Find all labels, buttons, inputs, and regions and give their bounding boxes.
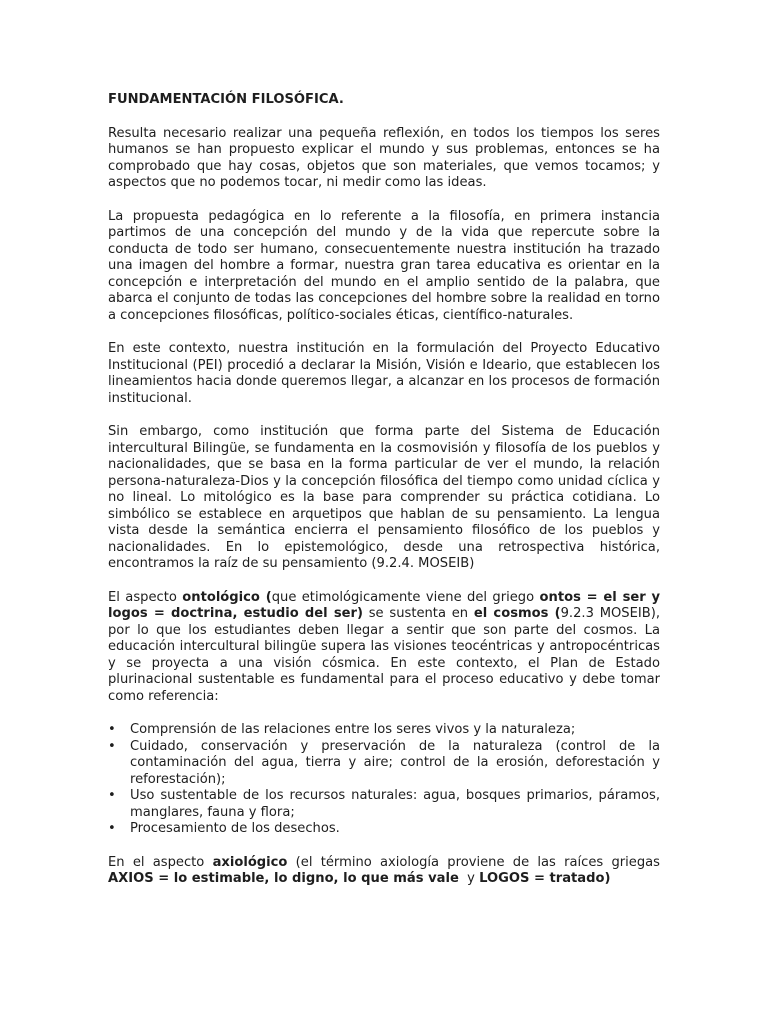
document-title: FUNDAMENTACIÓN FILOSÓFICA. <box>108 92 344 107</box>
list-item <box>108 821 660 838</box>
text-run: En el aspecto <box>108 854 213 870</box>
bold-run: AXIOS = lo estimable, lo digno, lo que más vale <box>108 871 459 886</box>
text-run: 9.2.3 MOSEIB), por lo que los estudiantes deben llegar a sentir que son parte del cosmos. La educación intercultural bilingüe supera las visiones teocéntricas y antropocéntricas y se proyecta a una visión cósmica. En este contexto, el Plan de Estado plurinacional sustentable es fundamental para el proceso educativo y debe tomar como referencia: <box>108 606 660 704</box>
text-run: El aspecto <box>108 589 183 605</box>
text-run: que etimológicamente viene del griego <box>271 589 540 605</box>
paragraph-intro: Resulta necesario realizar una pequeña reflexión, en todos los tiempos los seres humanos se han propuesto explicar el mundo y sus problemas, entonces se ha comprobado que hay cosas, objetos que son materiales, que vemos tocamos; y aspectos que no podemos tocar, ni medir como las ideas. <box>108 125 660 190</box>
paragraph-pei-context: En este contexto, nuestra institución en la formulación del Proyecto Educativo Institucional (PEI) procedió a declarar la Misión, Visión e Ideario, que establecen los lineamientos hacia donde queremos llegar, a alcanzar en los procesos de formación institucional. <box>108 341 660 406</box>
list-item-text: Procesamiento de los desechos. <box>130 821 340 836</box>
list-item <box>108 788 660 821</box>
paragraph-pedagogic-proposal: La propuesta pedagógica en lo referente a la filosofía, en primera instancia partimos de una concepción del mundo y de la vida que repercute sobre la conducta de todo ser humano, consecuentemente nuestra institución ha trazado una imagen del hombre a formar, nuestra gran tarea educativa es orientar en la concepción e interpretación del mundo en el amplio sentido de la palabra, que abarca el conjunto de todas las concepciones del hombre sobre la realidad en torno a concepciones filosóficas, político-sociales éticas, científico-naturales. <box>108 208 660 323</box>
bullet-icon: • <box>108 722 116 737</box>
bold-run: ontológico ( <box>182 589 272 605</box>
bullet-icon: • <box>108 788 116 803</box>
list-item-text: Cuidado, conservación y preservación de la naturaleza (control de la contaminación del agua, tierra y aire; control de la erosión, deforestación y reforestación); <box>130 738 660 787</box>
paragraph-ontological-aspect <box>108 590 660 706</box>
bold-run: LOGOS = tratado) <box>479 871 611 886</box>
list-item-text: Uso sustentable de los recursos naturales: agua, bosques primarios, páramos, manglares, fauna y flora; <box>130 788 660 820</box>
paragraph-axiological-aspect <box>108 855 660 888</box>
bold-run: ontos = el ser y logos = doctrina, estudio del ser) <box>108 589 661 621</box>
text-run: y <box>458 871 480 886</box>
bullet-list <box>108 722 660 838</box>
paragraph-intercultural-bilingual: Sin embargo, como institución que forma parte del Sistema de Educación intercultural Bilingüe, se fundamenta en la cosmovisión y filosofía de los pueblos y nacionalidades, que se basa en la forma particular de ver el mundo, la relación persona-naturaleza-Dios y la concepción filosófica del tiempo como unidad cíclica y no lineal. Lo mitológico es la base para comprender su práctica cotidiana. Lo simbólico se establece en arquetipos que hablan de su pensamiento. La lengua vista desde la semántica encierra el pensamiento filosófico de los pueblos y nacionalidades. En lo epistemológico, desde una retrospectiva histórica, encontramos la raíz de su pensamiento (9.2.4. MOSEIB) <box>108 424 660 571</box>
bold-run: axiológico <box>212 854 288 870</box>
text-run: se sustenta en <box>362 606 474 621</box>
bullet-icon: • <box>108 821 116 836</box>
bold-run: el cosmos ( <box>473 606 561 621</box>
bullet-icon: • <box>108 738 116 754</box>
list-item-text: Comprensión de las relaciones entre los seres vivos y la naturaleza; <box>130 722 576 737</box>
text-run: (el término axiología proviene de las raíces griegas <box>287 854 661 870</box>
list-item <box>108 739 660 789</box>
list-item <box>108 722 660 739</box>
